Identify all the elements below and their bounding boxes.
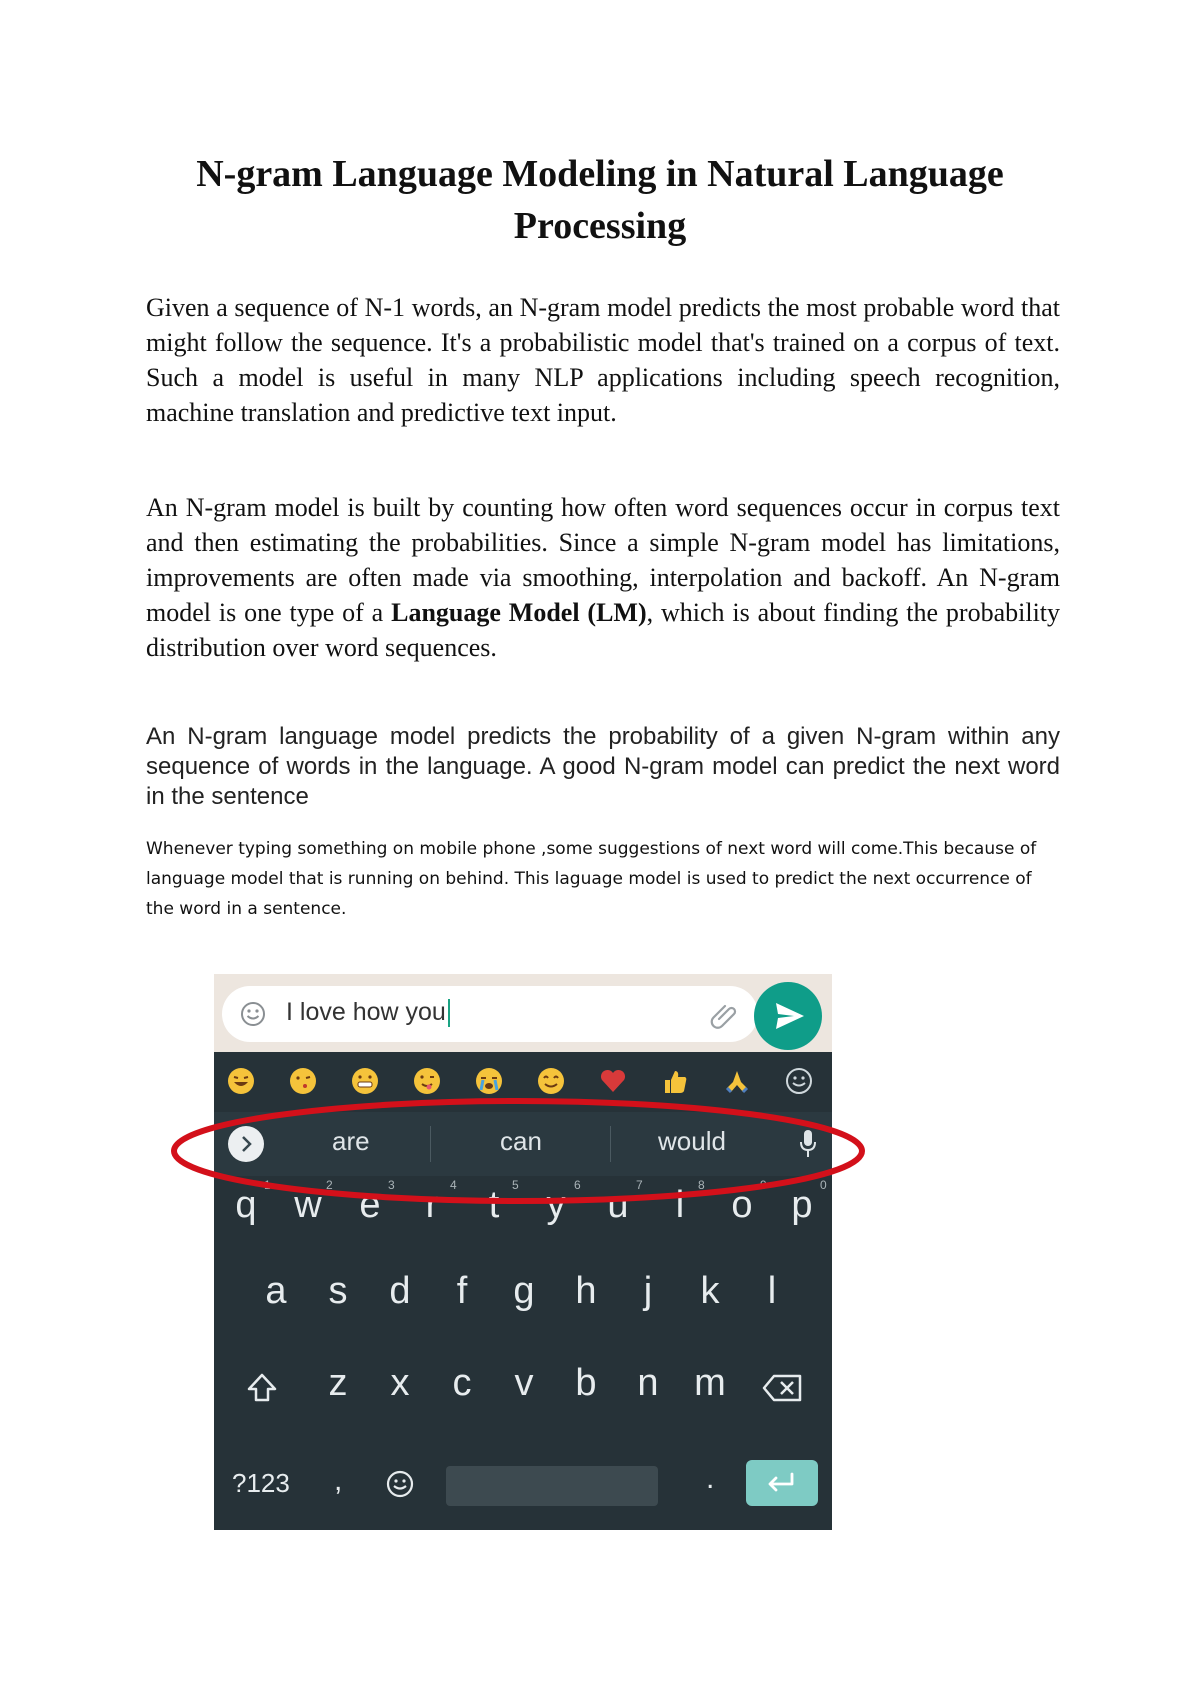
key-hint-5: 5 bbox=[512, 1178, 519, 1192]
paragraph-ngram-model-text: An N-gram model is built by counting how often word sequences occur in corpus text and then estimating the probabilities. Since a simple N-gram model has limitations, improvements are often made via smoothing, interpolation and backoff. An N-gram model is one type of a bbox=[146, 493, 1060, 627]
key-g[interactable]: g bbox=[513, 1270, 535, 1312]
key-i[interactable]: i bbox=[675, 1184, 685, 1226]
key-hint-0: 0 bbox=[820, 1178, 827, 1192]
key-hint-2: 2 bbox=[326, 1178, 333, 1192]
key-hint-9: 9 bbox=[760, 1178, 767, 1192]
highlight-oval bbox=[168, 1096, 868, 1206]
key-hint-7: 7 bbox=[636, 1178, 643, 1192]
enter-key[interactable] bbox=[746, 1460, 818, 1506]
emoji-icon[interactable] bbox=[240, 1001, 266, 1027]
key-s[interactable]: s bbox=[328, 1270, 348, 1312]
key-p[interactable]: p bbox=[791, 1184, 813, 1226]
chat-input-bar bbox=[214, 974, 832, 1052]
key-hint-4: 4 bbox=[450, 1178, 457, 1192]
spacebar[interactable] bbox=[446, 1466, 658, 1506]
key-hint-6: 6 bbox=[574, 1178, 581, 1192]
heart-emoji-icon[interactable] bbox=[598, 1066, 628, 1096]
key-f[interactable]: f bbox=[456, 1270, 468, 1312]
paragraph-intro: Given a sequence of N-1 words, an N-gram model predicts the most probable word that might follow the sequence. It's a probabilistic model that's trained on a corpus of text. Such a model is useful in many NLP applications including speech recognition, machine translation and predictive text input. bbox=[146, 293, 1060, 427]
key-u[interactable]: u bbox=[607, 1184, 629, 1226]
attachment-icon[interactable] bbox=[710, 999, 740, 1029]
key-b[interactable]: b bbox=[575, 1362, 597, 1404]
paragraph-ngram-predicts: An N-gram language model predicts the probability of a given N-gram within any sequence of words in the language. A good N-gram model can predict the next word in the sentence bbox=[146, 723, 1060, 810]
key-v[interactable]: v bbox=[514, 1362, 534, 1404]
thumbs-up-emoji-icon[interactable] bbox=[660, 1066, 690, 1096]
key-t[interactable]: t bbox=[488, 1184, 500, 1226]
suggestion-3[interactable]: would bbox=[658, 1126, 726, 1156]
typed-text-value: I love how you bbox=[286, 998, 446, 1026]
praying-hands-emoji-icon[interactable] bbox=[722, 1066, 752, 1096]
key-e[interactable]: e bbox=[359, 1184, 381, 1226]
key-r[interactable]: r bbox=[425, 1184, 439, 1226]
suggestion-1[interactable]: are bbox=[332, 1126, 370, 1156]
key-hint-1: 1 bbox=[264, 1178, 271, 1192]
emoji-keyboard-icon[interactable] bbox=[784, 1066, 814, 1096]
grin-emoji-icon[interactable] bbox=[350, 1066, 380, 1096]
crying-emoji-icon[interactable] bbox=[474, 1066, 504, 1096]
kiss-emoji-icon[interactable] bbox=[288, 1066, 318, 1096]
suggestion-2[interactable]: can bbox=[500, 1126, 542, 1156]
keyboard-screenshot bbox=[214, 974, 832, 1530]
key-hint-8: 8 bbox=[698, 1178, 705, 1192]
send-button[interactable] bbox=[754, 982, 822, 1050]
enter-icon bbox=[746, 1460, 818, 1506]
key-w[interactable]: w bbox=[294, 1184, 322, 1226]
tongue-emoji-icon[interactable] bbox=[412, 1066, 442, 1096]
key-j[interactable]: j bbox=[643, 1270, 653, 1312]
laughing-emoji-icon[interactable] bbox=[226, 1066, 256, 1096]
send-icon bbox=[754, 982, 822, 1050]
key-o[interactable]: o bbox=[731, 1184, 753, 1226]
key-q[interactable]: q bbox=[235, 1184, 257, 1226]
comma-key[interactable]: , bbox=[334, 1464, 343, 1497]
text-caret bbox=[448, 999, 450, 1027]
typed-text bbox=[286, 998, 450, 1027]
key-m[interactable]: m bbox=[694, 1362, 726, 1404]
key-hint-3: 3 bbox=[388, 1178, 395, 1192]
key-y[interactable]: y bbox=[546, 1184, 566, 1226]
key-z[interactable]: z bbox=[328, 1362, 348, 1404]
paragraph-ngram-model bbox=[146, 490, 1060, 665]
language-model-term: Language Model (LM) bbox=[391, 598, 647, 627]
key-h[interactable]: h bbox=[575, 1270, 597, 1312]
backspace-icon[interactable] bbox=[762, 1372, 804, 1404]
emoji-key-icon[interactable] bbox=[384, 1468, 416, 1500]
symbols-key[interactable]: ?123 bbox=[232, 1468, 290, 1498]
key-c[interactable]: c bbox=[452, 1362, 472, 1404]
smile-emoji-icon[interactable] bbox=[536, 1066, 566, 1096]
key-x[interactable]: x bbox=[390, 1362, 410, 1404]
key-d[interactable]: d bbox=[389, 1270, 411, 1312]
page-title: N-gram Language Modeling in Natural Language Processing bbox=[196, 153, 1004, 247]
paragraph-mobile-example: Whenever typing something on mobile phone ,some suggestions of next word will come.This because of language model that is running on behind. This laguage model is used to predict the next occurrence of the word in a sentence. bbox=[146, 839, 1037, 919]
key-a[interactable]: a bbox=[265, 1270, 287, 1312]
message-input[interactable] bbox=[222, 986, 758, 1042]
period-key[interactable]: . bbox=[706, 1462, 715, 1495]
shift-icon[interactable] bbox=[244, 1370, 280, 1406]
paragraph-ngram-model-tail: , which is about finding the probability distribution over word sequences. bbox=[146, 598, 1061, 662]
key-k[interactable]: k bbox=[700, 1270, 720, 1312]
key-l[interactable]: l bbox=[767, 1270, 777, 1312]
key-n[interactable]: n bbox=[637, 1362, 659, 1404]
